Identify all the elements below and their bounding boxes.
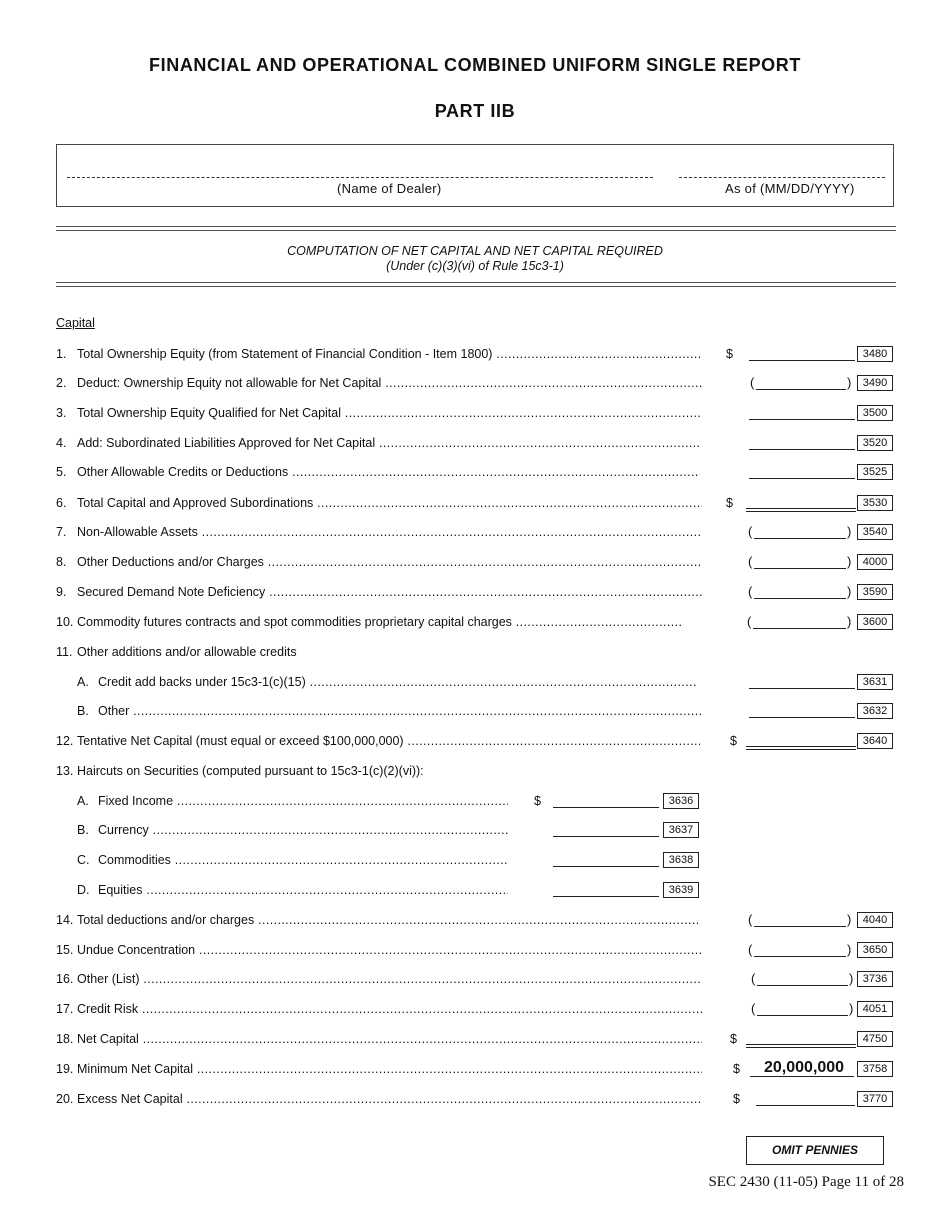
dealer-info-box	[56, 144, 894, 207]
line-item-9	[0, 583, 950, 601]
open-paren: (	[748, 554, 753, 569]
item-number: 6.	[56, 496, 67, 510]
as-of-label: As of (MM/DD/YYYY)	[725, 181, 855, 196]
dealer-name-label: (Name of Dealer)	[337, 181, 442, 196]
minimum-net-capital-value: 20,000,000	[764, 1059, 845, 1076]
item-number: B.	[77, 704, 89, 718]
item-number: 5.	[56, 465, 67, 479]
amount-field[interactable]	[749, 717, 855, 718]
amount-field[interactable]	[746, 508, 856, 512]
item-number: 4.	[56, 436, 67, 450]
item-label: Deduct: Ownership Equity not allowable for Net Capital .....	[77, 374, 704, 392]
line-item-18	[0, 1030, 950, 1048]
close-paren: )	[847, 375, 852, 390]
dollar-sign: $	[733, 1062, 740, 1076]
line-item-14	[0, 911, 950, 929]
close-paren: )	[849, 1001, 854, 1016]
item-label: Add: Subordinated Liabilities Approved for Net Capital .....	[77, 434, 700, 452]
item-code: 3758	[857, 1061, 893, 1077]
dollar-sign: $	[726, 496, 733, 510]
line-item-13d	[0, 881, 950, 899]
item-label: Credit add backs under 15c3-1(c)(15) .....	[98, 673, 696, 691]
open-paren: (	[747, 614, 752, 629]
line-item-7	[0, 523, 950, 541]
item-label: Tentative Net Capital (must equal or exceed $100,000,000) .....	[77, 732, 700, 750]
line-item-11	[0, 643, 950, 661]
dollar-sign: $	[534, 794, 541, 808]
amount-field[interactable]	[757, 985, 848, 986]
item-code: 3540	[857, 524, 893, 540]
item-code: 3600	[857, 614, 893, 630]
amount-field[interactable]	[756, 389, 846, 390]
item-number: B.	[77, 823, 89, 837]
line-item-13a	[0, 792, 950, 810]
omit-pennies-box: OMIT PENNIES	[746, 1136, 884, 1165]
item-code: 3590	[857, 584, 893, 600]
item-code: 3490	[857, 375, 893, 391]
amount-field[interactable]	[553, 866, 659, 867]
item-number: 14.	[56, 913, 74, 927]
item-number: 16.	[56, 972, 74, 986]
item-number: A.	[77, 794, 89, 808]
item-code: 3631	[857, 674, 893, 690]
item-label: Equities .....	[98, 881, 508, 899]
divider-bottom	[56, 282, 896, 287]
line-item-16	[0, 970, 950, 988]
line-item-11a	[0, 673, 950, 691]
item-number: 11.	[56, 645, 73, 659]
item-code: 3632	[857, 703, 893, 719]
open-paren: (	[748, 912, 753, 927]
item-number: 7.	[56, 525, 67, 539]
dollar-sign: $	[726, 347, 733, 361]
close-paren: )	[847, 554, 852, 569]
line-item-13b	[0, 821, 950, 839]
item-label: Total Capital and Approved Subordinations .....	[77, 494, 702, 512]
item-number: 15.	[56, 943, 74, 957]
item-number: A.	[77, 675, 89, 689]
report-title: FINANCIAL AND OPERATIONAL COMBINED UNIFORM SINGLE REPORT	[149, 55, 801, 75]
dealer-name-field[interactable]	[67, 177, 653, 178]
item-number: 10.	[56, 615, 74, 629]
item-code: 4000	[857, 554, 893, 570]
open-paren: (	[748, 524, 753, 539]
line-item-3	[0, 404, 950, 422]
as-of-date-field[interactable]	[679, 177, 885, 178]
item-code: 4040	[857, 912, 893, 928]
item-label: Net Capital .....	[77, 1030, 702, 1048]
item-number: 1.	[56, 347, 67, 361]
dollar-sign: $	[730, 734, 737, 748]
amount-field[interactable]	[749, 449, 855, 450]
dollar-sign: $	[733, 1092, 740, 1106]
item-label: Commodities .....	[98, 851, 508, 869]
item-label: Excess Net Capital .....	[77, 1090, 700, 1108]
section-capital: Capital	[56, 316, 95, 330]
line-item-10	[0, 613, 950, 631]
close-paren: )	[847, 912, 852, 927]
amount-field[interactable]	[749, 419, 855, 420]
item-code: 3650	[857, 942, 893, 958]
item-number: C.	[77, 853, 90, 867]
amount-field[interactable]	[754, 538, 846, 539]
item-code: 3520	[857, 435, 893, 451]
amount-field[interactable]	[754, 956, 846, 957]
item-code: 3637	[663, 822, 699, 838]
item-label: Minimum Net Capital .....	[77, 1060, 702, 1078]
item-code: 4750	[857, 1031, 893, 1047]
computation-title: COMPUTATION OF NET CAPITAL AND NET CAPITAL REQUIRED	[287, 244, 663, 258]
item-label: Secured Demand Note Deficiency .....	[77, 583, 702, 601]
item-number: 9.	[56, 585, 67, 599]
item-number: D.	[77, 883, 90, 897]
item-label: Fixed Income .....	[98, 792, 508, 810]
item-code: 3640	[857, 733, 893, 749]
item-label: Currency .....	[98, 821, 508, 839]
line-item-19	[0, 1060, 950, 1078]
item-label: Haircuts on Securities (computed pursuant to 15c3-1(c)(2)(vi)):	[77, 764, 424, 778]
item-code: 3770	[857, 1091, 893, 1107]
open-paren: (	[750, 375, 755, 390]
amount-field[interactable]	[754, 568, 846, 569]
item-number: 8.	[56, 555, 67, 569]
amount-field[interactable]	[756, 1105, 855, 1106]
part-title: PART IIB	[434, 101, 516, 121]
item-label: Total Ownership Equity Qualified for Net Capital .....	[77, 404, 700, 422]
divider-top	[56, 226, 896, 231]
item-number: 19.	[56, 1062, 74, 1076]
item-number: 17.	[56, 1002, 74, 1016]
amount-field[interactable]	[746, 1044, 856, 1048]
close-paren: )	[847, 614, 852, 629]
item-label: Other additions and/or allowable credits	[77, 645, 297, 659]
item-code: 3736	[857, 971, 893, 987]
amount-field[interactable]	[553, 807, 659, 808]
line-item-2	[0, 374, 950, 392]
line-item-20	[0, 1090, 950, 1108]
item-code: 4051	[857, 1001, 893, 1017]
amount-field[interactable]	[749, 360, 855, 361]
line-item-12	[0, 732, 950, 750]
amount-field[interactable]	[749, 478, 855, 479]
item-code: 3500	[857, 405, 893, 421]
item-label: Total Ownership Equity (from Statement of Financial Condition - Item 1800) .....	[77, 345, 700, 363]
line-item-13c	[0, 851, 950, 869]
line-item-8	[0, 553, 950, 571]
close-paren: )	[849, 971, 854, 986]
item-number: 2.	[56, 376, 67, 390]
line-item-4	[0, 434, 950, 452]
item-number: 18.	[56, 1032, 74, 1046]
item-label: Other .....	[98, 702, 702, 720]
line-item-15	[0, 941, 950, 959]
item-code: 3525	[857, 464, 893, 480]
item-number: 13.	[56, 764, 74, 778]
item-number: 12.	[56, 734, 74, 748]
item-code: 3638	[663, 852, 699, 868]
item-number: 20.	[56, 1092, 74, 1106]
amount-field[interactable]	[553, 896, 659, 897]
open-paren: (	[751, 1001, 756, 1016]
item-label: Credit Risk .....	[77, 1000, 702, 1018]
amount-field[interactable]	[753, 628, 846, 629]
open-paren: (	[748, 942, 753, 957]
amount-field[interactable]	[553, 836, 659, 837]
amount-field[interactable]	[746, 746, 856, 750]
item-number: 3.	[56, 406, 67, 420]
item-code: 3530	[857, 495, 893, 511]
item-label: Total deductions and/or charges .....	[77, 911, 698, 929]
close-paren: )	[847, 584, 852, 599]
line-item-6	[0, 494, 950, 512]
form-footer: SEC 2430 (11-05) Page 11 of 28	[708, 1174, 904, 1190]
line-item-13	[0, 762, 950, 780]
computation-subtitle: (Under (c)(3)(vi) of Rule 15c3-1)	[386, 259, 564, 273]
item-label: Commodity futures contracts and spot commodities proprietary capital charges .....	[77, 613, 683, 631]
item-label: Other Deductions and/or Charges .....	[77, 553, 702, 571]
item-code: 3639	[663, 882, 699, 898]
line-item-17	[0, 1000, 950, 1018]
open-paren: (	[748, 584, 753, 599]
line-item-1	[0, 345, 950, 363]
item-code: 3636	[663, 793, 699, 809]
amount-field[interactable]	[754, 598, 846, 599]
item-label: Other Allowable Credits or Deductions .....	[77, 463, 700, 481]
item-label: Undue Concentration .....	[77, 941, 702, 959]
item-code: 3480	[857, 346, 893, 362]
line-item-5	[0, 463, 950, 481]
item-label: Non-Allowable Assets .....	[77, 523, 702, 541]
close-paren: )	[847, 524, 852, 539]
dollar-sign: $	[730, 1032, 737, 1046]
item-label: Other (List) .....	[77, 970, 702, 988]
amount-field[interactable]	[754, 926, 846, 927]
open-paren: (	[751, 971, 756, 986]
close-paren: )	[847, 942, 852, 957]
line-item-11b	[0, 702, 950, 720]
amount-field[interactable]	[757, 1015, 848, 1016]
amount-field[interactable]	[749, 688, 855, 689]
